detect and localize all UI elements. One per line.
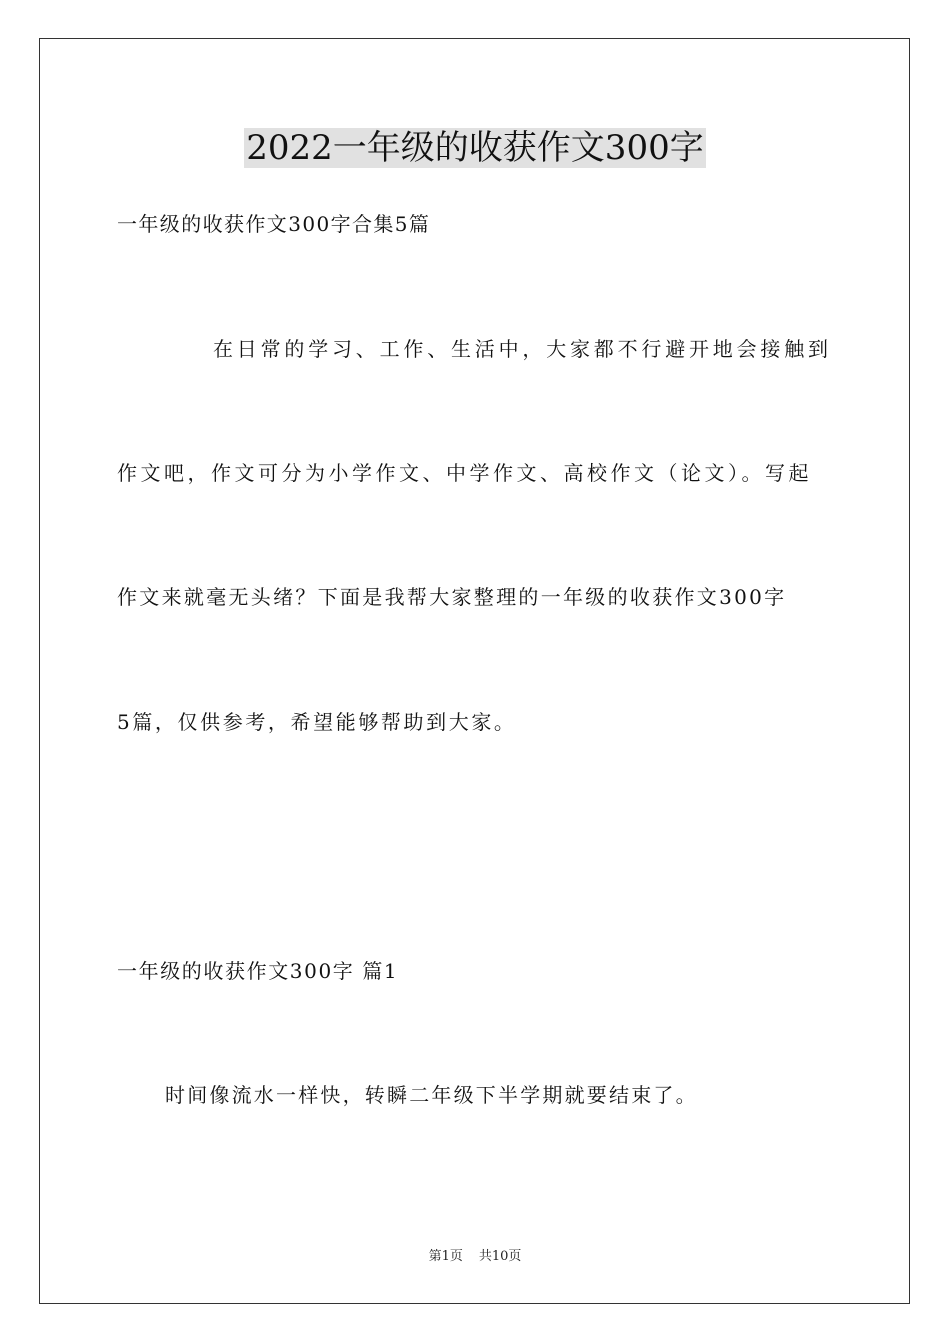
- intro-line-3: 作文来就毫无头绪？下面是我帮大家整理的一年级的收获作文300字: [117, 585, 787, 609]
- intro-line-4: 5篇，仅供参考，希望能够帮助到大家。: [117, 710, 517, 734]
- title-container: [0, 128, 950, 168]
- page-footer: [0, 1248, 950, 1266]
- document-title: 2022一年级的收获作文300字: [246, 128, 704, 168]
- page-total: 共10页: [478, 1249, 522, 1264]
- document-subtitle: 一年级的收获作文300字合集5篇: [117, 212, 431, 236]
- intro-line-1: 在日常的学习、工作、生活中，大家都不行避开地会接触到: [213, 337, 832, 361]
- section-heading-1: 一年级的收获作文300字 篇1: [117, 959, 399, 983]
- section1-line-1: 时间像流水一样快，转瞬二年级下半学期就要结束了。: [165, 1083, 698, 1107]
- page-number: 第1页: [428, 1249, 463, 1264]
- intro-line-2: 作文吧，作文可分为小学作文、中学作文、高校作文（论文）。写起: [117, 461, 812, 485]
